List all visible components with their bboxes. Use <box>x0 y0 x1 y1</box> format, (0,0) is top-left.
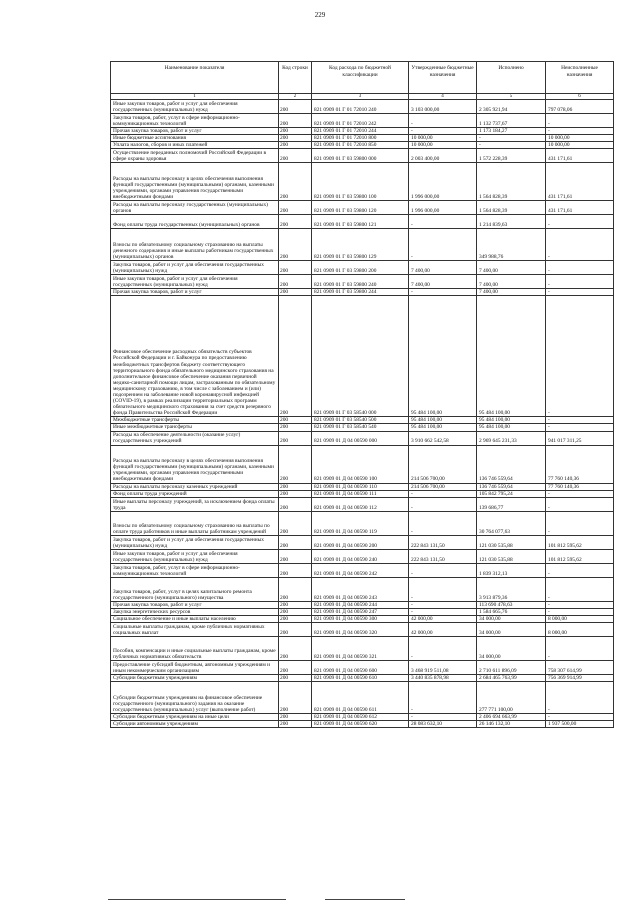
row-kbk: 821 0909 01 Д 04 00590 000 <box>312 431 409 445</box>
row-executed: 1 173 184,27 <box>477 128 546 135</box>
row-kbk: 821 0909 01 Д 04 00590 244 <box>312 601 409 608</box>
row-executed: 105 842 795,24 <box>477 490 546 497</box>
row-executed: 95 484 100,00 <box>477 424 546 431</box>
row-kbk: 821 0909 01 Д 04 00590 112 <box>312 497 409 511</box>
row-name: Закупка товаров, работ, услуг в сфере информационно-коммуникационных технологий <box>111 114 279 128</box>
row-kbk: 821 0909 01 Д 04 00590 610 <box>312 675 409 682</box>
row-line-code: 200 <box>279 142 312 149</box>
row-name: Расходы на выплаты персоналу государственных (муниципальных) органов <box>111 201 279 215</box>
table-row <box>111 431 614 445</box>
row-approved: 95 484 100,00 <box>409 296 477 417</box>
row-executed: 1 572 228,39 <box>477 149 546 163</box>
row-line-code: 200 <box>279 682 312 714</box>
row-name: Иные закупки товаров, работ и услуг для обеспечения государственных (муниципальных) нужд <box>111 100 279 114</box>
column-number: 3 <box>312 94 409 100</box>
table-row <box>111 128 614 135</box>
row-unexecuted: - <box>546 275 614 289</box>
row-executed: 139 686,77 <box>477 497 546 511</box>
row-line-code: 200 <box>279 661 312 675</box>
table-row <box>111 149 614 163</box>
row-approved: - <box>409 497 477 511</box>
row-executed: 121 030 535,88 <box>477 549 546 563</box>
row-unexecuted: - <box>546 497 614 511</box>
row-approved: - <box>409 229 477 261</box>
row-kbk: 821 0909 01 Д 04 00590 119 <box>312 511 409 535</box>
row-approved: - <box>409 114 477 128</box>
row-name: Взносы по обязательному социальному страхованию на выплаты денежного содержания и иные выплаты работникам государственных (муниципальных) органов <box>111 229 279 261</box>
row-executed: 277 771 100,00 <box>477 682 546 714</box>
row-executed: 121 030 535,88 <box>477 535 546 549</box>
row-executed: 7 400,00 <box>477 261 546 275</box>
row-executed: 2 305 921,94 <box>477 100 546 114</box>
row-executed: - <box>477 142 546 149</box>
row-line-code: 200 <box>279 261 312 275</box>
row-executed: 2 684 465 763,99 <box>477 675 546 682</box>
row-approved: - <box>409 577 477 601</box>
row-line-code: 200 <box>279 608 312 615</box>
row-unexecuted: - <box>546 289 614 296</box>
footer-rule <box>108 899 286 900</box>
row-approved: - <box>409 490 477 497</box>
row-line-code: 200 <box>279 431 312 445</box>
table-row <box>111 535 614 549</box>
row-name: Закупка товаров, работ и услуг для обеспечения государственных (муниципальных) нужд <box>111 535 279 549</box>
row-kbk: 821 0909 01 Д 04 00590 111 <box>312 490 409 497</box>
table-row <box>111 261 614 275</box>
table-row <box>111 296 614 417</box>
row-unexecuted: - <box>546 563 614 577</box>
row-kbk: 821 0909 01 Г 03 59800 120 <box>312 201 409 215</box>
table-row <box>111 675 614 682</box>
row-executed: 7 400,00 <box>477 289 546 296</box>
row-kbk: 821 0909 01 Д 04 00590 243 <box>312 577 409 601</box>
header-approved: Утвержденные бюджетные назначения <box>409 62 477 94</box>
header-executed: Исполнено <box>477 62 546 94</box>
row-approved: 10 000,00 <box>409 142 477 149</box>
table-row <box>111 424 614 431</box>
table-row <box>111 615 614 622</box>
row-line-code: 200 <box>279 675 312 682</box>
header-line-code: Код строки <box>279 62 312 94</box>
row-name: Закупка товаров, работ, услуг в целях капитального ремонта государственного (муниципального) имущества <box>111 577 279 601</box>
row-unexecuted: - <box>546 577 614 601</box>
table-row <box>111 229 614 261</box>
row-unexecuted: - <box>546 215 614 229</box>
table-row <box>111 483 614 490</box>
row-unexecuted: - <box>546 261 614 275</box>
row-line-code: 200 <box>279 149 312 163</box>
row-line-code: 200 <box>279 549 312 563</box>
row-approved: 222 843 131,50 <box>409 535 477 549</box>
row-line-code: 200 <box>279 563 312 577</box>
row-unexecuted: 431 171,61 <box>546 201 614 215</box>
row-name: Иные межбюджетные трансферты <box>111 424 279 431</box>
page-number: 229 <box>314 11 326 19</box>
row-name: Фонд оплаты труда государственных (муниципальных) органов <box>111 215 279 229</box>
row-approved: - <box>409 608 477 615</box>
row-name: Осуществление переданных полномочий Российской Федерации в сфере охраны здоровья <box>111 149 279 163</box>
row-line-code: 200 <box>279 135 312 142</box>
row-name: Субсидии бюджетным учреждениям на иные цели <box>111 714 279 721</box>
row-unexecuted: - <box>546 637 614 661</box>
table-row <box>111 497 614 511</box>
row-line-code: 200 <box>279 535 312 549</box>
row-name: Взносы по обязательному социальному страхованию на выплаты по оплате труда работников и иные выплаты работникам учреждений <box>111 511 279 535</box>
table-row <box>111 511 614 535</box>
row-kbk: 821 0909 01 Г 03 58540 000 <box>312 296 409 417</box>
row-name: Расходы на выплаты персоналу в целях обеспечения выполнения функций государственными (муниципальными) органами, казенными учреждениями, органами управления государственными внебюджетными фондами <box>111 445 279 483</box>
row-unexecuted: - <box>546 511 614 535</box>
row-kbk: 821 0909 01 Г 01 72010 242 <box>312 114 409 128</box>
row-approved: - <box>409 511 477 535</box>
row-executed: 1 564 828,39 <box>477 201 546 215</box>
row-approved: 222 843 131,50 <box>409 549 477 563</box>
row-line-code: 200 <box>279 296 312 417</box>
row-unexecuted: - <box>546 424 614 431</box>
row-kbk: 821 0909 01 Г 03 59800 200 <box>312 261 409 275</box>
row-kbk: 821 0909 01 Г 03 59800 100 <box>312 163 409 201</box>
row-executed: 1 132 737,67 <box>477 114 546 128</box>
row-executed: 136 746 559,64 <box>477 445 546 483</box>
row-name: Прочая закупка товаров, работ и услуг <box>111 289 279 296</box>
row-name: Прочая закупка товаров, работ и услуг <box>111 128 279 135</box>
row-kbk: 821 0909 01 Д 04 00590 300 <box>312 615 409 622</box>
row-name: Расходы на обеспечение деятельности (оказание услуг) государственных учреждений <box>111 431 279 445</box>
table-row <box>111 289 614 296</box>
row-name: Субсидии бюджетным учреждениям на финансовое обеспечение государственного (муниципального) задания на оказание государственных (муниципальных) услуг (выполнение работ) <box>111 682 279 714</box>
row-name: Предоставление субсидий бюджетным, автономным учреждениям и иным некоммерческим организациям <box>111 661 279 675</box>
row-kbk: 821 0909 01 Д 04 00590 612 <box>312 714 409 721</box>
row-approved: 3 910 662 542,58 <box>409 431 477 445</box>
row-approved: 3 103 000,00 <box>409 100 477 114</box>
table-row <box>111 201 614 215</box>
row-name: Расходы на выплаты персоналу казенных учреждений <box>111 483 279 490</box>
row-unexecuted: 941 017 311,25 <box>546 431 614 445</box>
table-row <box>111 100 614 114</box>
row-name: Уплата налогов, сборов и иных платежей <box>111 142 279 149</box>
row-name: Пособия, компенсации и иные социальные выплаты гражданам, кроме публичных нормативных обязательств <box>111 637 279 661</box>
row-kbk: 821 0909 01 Г 03 58540 500 <box>312 417 409 424</box>
row-unexecuted: - <box>546 114 614 128</box>
footer-rule <box>325 899 405 900</box>
row-executed: 2 406 694 663,99 <box>477 714 546 721</box>
row-kbk: 821 0909 01 Г 03 59800 121 <box>312 215 409 229</box>
row-unexecuted: 8 000,00 <box>546 623 614 637</box>
table-row <box>111 623 614 637</box>
row-name: Иные закупки товаров, работ и услуг для обеспечения государственных (муниципальных) нужд <box>111 549 279 563</box>
row-line-code: 200 <box>279 128 312 135</box>
table-row <box>111 661 614 675</box>
row-line-code: 200 <box>279 714 312 721</box>
row-executed: 95 484 100,00 <box>477 296 546 417</box>
row-approved: 7 400,00 <box>409 261 477 275</box>
row-approved: 214 506 700,00 <box>409 445 477 483</box>
row-line-code: 200 <box>279 511 312 535</box>
table-row <box>111 135 614 142</box>
row-kbk: 821 0909 01 Д 04 00590 620 <box>312 721 409 728</box>
row-name: Закупка товаров, работ и услуг для обеспечения государственных (муниципальных) нужд <box>111 261 279 275</box>
table-row <box>111 215 614 229</box>
row-unexecuted: - <box>546 601 614 608</box>
row-unexecuted: 756 369 914,99 <box>546 675 614 682</box>
row-unexecuted: 431 171,61 <box>546 163 614 201</box>
row-executed: 30 764 077,63 <box>477 511 546 535</box>
row-unexecuted: - <box>546 229 614 261</box>
table-row <box>111 114 614 128</box>
column-number: 6 <box>546 94 614 100</box>
row-unexecuted: 10 000,00 <box>546 142 614 149</box>
row-line-code: 200 <box>279 229 312 261</box>
row-approved: 42 000,00 <box>409 615 477 622</box>
row-name: Финансовое обеспечение расходных обязательств субъектов Российской Федерации и г. Байконура по предоставлению межбюджетных трансфертов бюджету соответствующего территориального фонда обязательного медицинского страхования на дополнительное финансовое обеспечение оказания первичной медико-санитарной помощи лицам, застрахованным по обязательному медицинскому страхованию, в том числе с заболеванием и (или) подозрением на заболевание новой коронавирусной инфекцией (COVID-19), в рамках реализации территориальных программ обязательного медицинского страхования за счет средств резервного фонда Правительства Российской Федерации <box>111 296 279 417</box>
column-number: 1 <box>111 94 279 100</box>
row-executed: - <box>477 135 546 142</box>
row-unexecuted: - <box>546 490 614 497</box>
row-line-code: 200 <box>279 577 312 601</box>
column-number: 5 <box>477 94 546 100</box>
row-unexecuted: 101 812 595,62 <box>546 535 614 549</box>
row-line-code: 200 <box>279 201 312 215</box>
row-executed: 136 746 559,64 <box>477 483 546 490</box>
row-unexecuted: - <box>546 417 614 424</box>
row-name: Межбюджетные трансферты <box>111 417 279 424</box>
row-kbk: 821 0909 01 Д 04 00590 247 <box>312 608 409 615</box>
row-unexecuted: 77 760 140,36 <box>546 445 614 483</box>
row-executed: 349 988,76 <box>477 229 546 261</box>
row-unexecuted: 8 000,00 <box>546 615 614 622</box>
row-kbk: 821 0909 01 Г 01 72010 244 <box>312 128 409 135</box>
row-unexecuted: 77 760 140,36 <box>546 483 614 490</box>
row-line-code: 200 <box>279 424 312 431</box>
row-approved: 10 000,00 <box>409 135 477 142</box>
row-line-code: 200 <box>279 483 312 490</box>
row-approved: - <box>409 601 477 608</box>
row-name: Расходы на выплаты персоналу в целях обеспечения выполнения функций государственными (муниципальными) органами, казенными учреждениями, органами управления государственными внебюджетными фондами <box>111 163 279 201</box>
table-row <box>111 490 614 497</box>
row-line-code: 200 <box>279 417 312 424</box>
row-kbk: 821 0909 01 Д 04 00590 242 <box>312 563 409 577</box>
row-unexecuted: 1 937 500,00 <box>546 721 614 728</box>
row-unexecuted: - <box>546 682 614 714</box>
row-line-code: 200 <box>279 445 312 483</box>
row-kbk: 821 0909 01 Д 04 00590 611 <box>312 682 409 714</box>
row-line-code: 200 <box>279 100 312 114</box>
row-executed: 34 000,00 <box>477 623 546 637</box>
row-kbk: 821 0909 01 Д 04 00590 110 <box>312 483 409 490</box>
table-row <box>111 682 614 714</box>
row-kbk: 821 0909 01 Д 04 00590 200 <box>312 535 409 549</box>
table-row <box>111 721 614 728</box>
row-kbk: 821 0909 01 Д 04 00590 320 <box>312 623 409 637</box>
table-row <box>111 608 614 615</box>
row-line-code: 200 <box>279 615 312 622</box>
row-executed: 1 584 665,76 <box>477 608 546 615</box>
row-line-code: 200 <box>279 114 312 128</box>
row-approved: 95 484 100,00 <box>409 417 477 424</box>
row-approved: - <box>409 714 477 721</box>
table-row <box>111 275 614 289</box>
row-executed: 95 484 100,00 <box>477 417 546 424</box>
row-unexecuted: - <box>546 128 614 135</box>
row-unexecuted: 431 171,61 <box>546 149 614 163</box>
row-approved: 3 468 919 511,08 <box>409 661 477 675</box>
row-line-code: 200 <box>279 637 312 661</box>
row-approved: - <box>409 682 477 714</box>
row-approved: 95 484 100,00 <box>409 424 477 431</box>
row-executed: 1 839 312,13 <box>477 563 546 577</box>
row-kbk: 821 0909 01 Г 01 72010 850 <box>312 142 409 149</box>
row-executed: 3 913 879,36 <box>477 577 546 601</box>
row-kbk: 821 0909 01 Г 03 59800 240 <box>312 275 409 289</box>
row-kbk: 821 0909 01 Г 03 58540 540 <box>312 424 409 431</box>
row-line-code: 200 <box>279 721 312 728</box>
table-row <box>111 714 614 721</box>
row-kbk: 821 0909 01 Д 04 00590 240 <box>312 549 409 563</box>
row-approved: 2 003 400,00 <box>409 149 477 163</box>
row-unexecuted: 10 000,00 <box>546 135 614 142</box>
header-unexecuted: Неисполненные назначения <box>546 62 614 94</box>
row-line-code: 200 <box>279 163 312 201</box>
row-approved: 28 083 632,10 <box>409 721 477 728</box>
row-approved: 42 000,00 <box>409 623 477 637</box>
row-approved: - <box>409 563 477 577</box>
row-name: Прочая закупка товаров, работ и услуг <box>111 601 279 608</box>
row-line-code: 200 <box>279 289 312 296</box>
row-line-code: 200 <box>279 490 312 497</box>
row-executed: 1 564 828,39 <box>477 163 546 201</box>
row-executed: 2 710 611 896,09 <box>477 661 546 675</box>
row-unexecuted: 101 812 595,62 <box>546 549 614 563</box>
column-number: 4 <box>409 94 477 100</box>
row-name: Иные бюджетные ассигнования <box>111 135 279 142</box>
table-row <box>111 445 614 483</box>
header-name: Наименование показателя <box>111 62 279 94</box>
row-approved: - <box>409 128 477 135</box>
row-unexecuted: 758 307 614,99 <box>546 661 614 675</box>
row-name: Социальные выплаты гражданам, кроме публичных нормативных социальных выплат <box>111 623 279 637</box>
row-name: Социальное обеспечение и иные выплаты населению <box>111 615 279 622</box>
row-name: Фонд оплаты труда учреждений <box>111 490 279 497</box>
row-unexecuted: - <box>546 296 614 417</box>
table-row <box>111 563 614 577</box>
table-header-row <box>111 62 614 94</box>
row-approved: 7 400,00 <box>409 275 477 289</box>
row-executed: 26 146 132,10 <box>477 721 546 728</box>
header-kbk: Код расхода по бюджетной классификации <box>312 62 409 94</box>
row-unexecuted: 797 078,06 <box>546 100 614 114</box>
row-approved: - <box>409 637 477 661</box>
row-name: Субсидии бюджетным учреждениям <box>111 675 279 682</box>
row-executed: 7 400,00 <box>477 275 546 289</box>
row-kbk: 821 0909 01 Г 01 72010 800 <box>312 135 409 142</box>
table-row <box>111 601 614 608</box>
row-unexecuted: - <box>546 608 614 615</box>
row-approved: - <box>409 289 477 296</box>
row-name: Иные выплаты персоналу учреждений, за исключением фонда оплаты труда <box>111 497 279 511</box>
row-kbk: 821 0909 01 Г 01 72010 240 <box>312 100 409 114</box>
row-line-code: 200 <box>279 601 312 608</box>
row-line-code: 200 <box>279 623 312 637</box>
row-name: Субсидии автономным учреждениям <box>111 721 279 728</box>
row-name: Иные закупки товаров, работ и услуг для обеспечения государственных (муниципальных) нужд <box>111 275 279 289</box>
row-kbk: 821 0909 01 Д 04 00590 321 <box>312 637 409 661</box>
table-row <box>111 163 614 201</box>
table-row <box>111 637 614 661</box>
row-executed: 2 969 645 231,33 <box>477 431 546 445</box>
row-approved: - <box>409 215 477 229</box>
row-kbk: 821 0909 01 Д 04 00590 600 <box>312 661 409 675</box>
row-kbk: 821 0909 01 Г 03 59800 244 <box>312 289 409 296</box>
column-number: 2 <box>279 94 312 100</box>
table-row <box>111 549 614 563</box>
row-executed: 34 000,00 <box>477 615 546 622</box>
row-approved: 3 440 835 878,98 <box>409 675 477 682</box>
table-row <box>111 577 614 601</box>
row-approved: 1 996 000,00 <box>409 163 477 201</box>
row-line-code: 200 <box>279 275 312 289</box>
row-executed: 1 214 839,63 <box>477 215 546 229</box>
row-kbk: 821 0909 01 Д 04 00590 100 <box>312 445 409 483</box>
table-row <box>111 142 614 149</box>
table-row <box>111 417 614 424</box>
row-name: Закупка товаров, работ, услуг в сфере информационно-коммуникационных технологий <box>111 563 279 577</box>
budget-table <box>110 61 614 728</box>
row-line-code: 200 <box>279 497 312 511</box>
row-kbk: 821 0909 01 Г 03 59800 000 <box>312 149 409 163</box>
row-approved: 214 506 700,00 <box>409 483 477 490</box>
row-name: Закупка энергетических ресурсов <box>111 608 279 615</box>
row-unexecuted: - <box>546 714 614 721</box>
row-executed: 113 690 478,63 <box>477 601 546 608</box>
row-executed: 34 000,00 <box>477 637 546 661</box>
row-approved: 1 996 000,00 <box>409 201 477 215</box>
row-kbk: 821 0909 01 Г 03 59800 129 <box>312 229 409 261</box>
row-line-code: 200 <box>279 215 312 229</box>
